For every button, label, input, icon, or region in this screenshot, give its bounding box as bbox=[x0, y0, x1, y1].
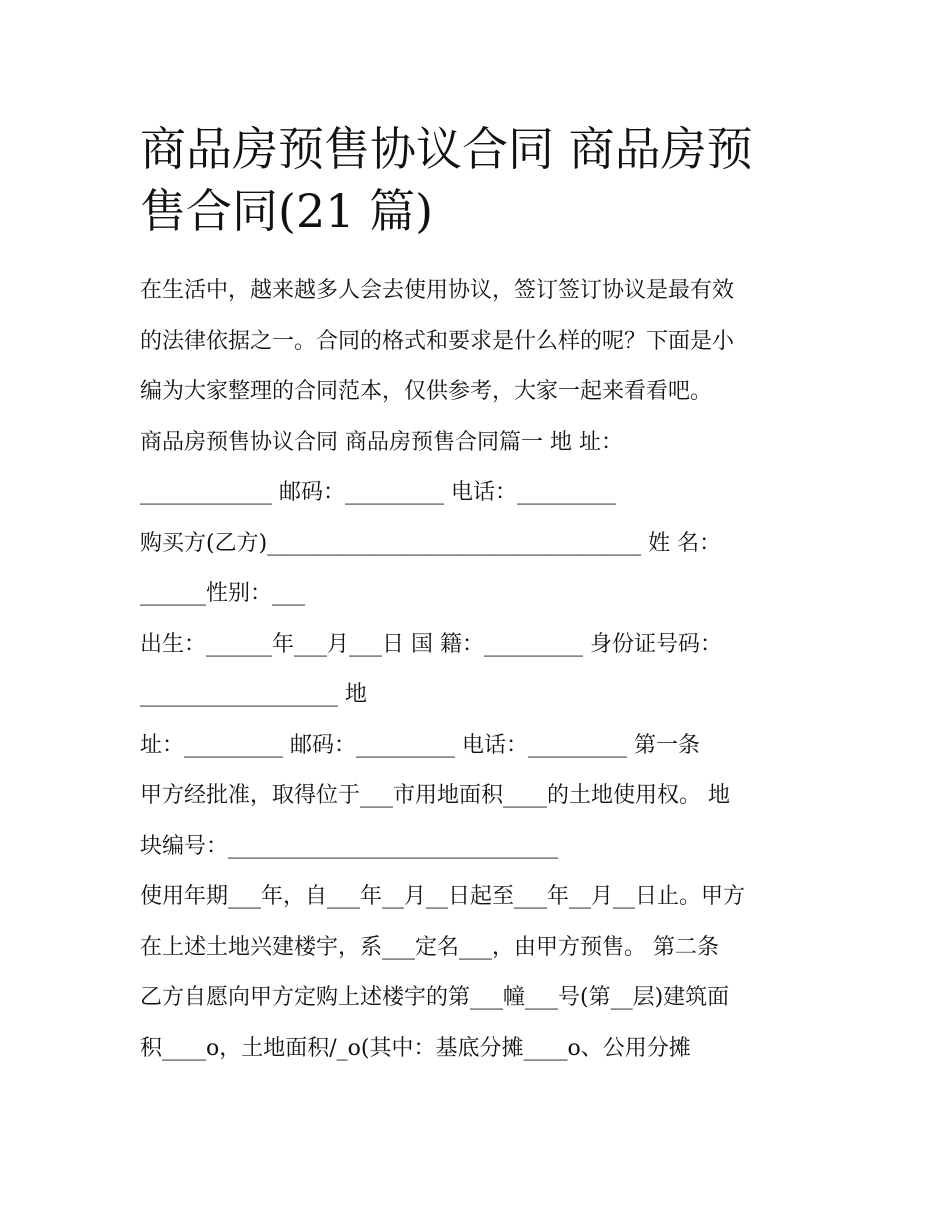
body-line: 积____o，土地面积/_o(其中：基底分摊____o、公用分摊 bbox=[140, 1035, 691, 1061]
body-line: 乙方自愿向甲方定购上述楼宇的第___幢___号(第__层)建筑面 bbox=[140, 985, 730, 1010]
title-line-1: 商品房预售协议合同 商品房预 bbox=[140, 122, 753, 176]
document-page bbox=[140, 118, 820, 1074]
body-line: 块编号：______________________________ bbox=[140, 833, 559, 859]
body-line: ____________ 邮码：_________ 电话：_________ bbox=[140, 480, 616, 505]
body-line: 购买方(乙方)__________________________________ 姓 名： bbox=[140, 530, 722, 556]
body-line: 在上述土地兴建楼宇，系___定名___，由甲方预售。 第二条 bbox=[140, 934, 719, 960]
document-title bbox=[140, 118, 820, 242]
body-line: 商品房预售协议合同 商品房预售合同篇一 地 址： bbox=[140, 429, 623, 455]
body-line: ______性别：___ bbox=[140, 581, 306, 606]
title-line-2: 售合同(21 篇) bbox=[140, 184, 434, 238]
document-body bbox=[140, 266, 820, 1074]
body-line: 的法律依据之一。合同的格式和要求是什么样的呢？下面是小 bbox=[140, 328, 735, 354]
body-line: 在生活中，越来越多人会去使用协议，签订签订协议是最有效 bbox=[140, 278, 735, 303]
body-line: 甲方经批准，取得位于___市用地面积____的土地使用权。 地 bbox=[140, 783, 730, 808]
body-line: 址：_________ 邮码：_________ 电话：_________ 第一条 bbox=[140, 732, 700, 758]
body-line: 使用年期___年，自___年__月__日起至___年__月__日止。甲方 bbox=[140, 884, 746, 909]
body-line: 编为大家整理的合同范本，仅供参考，大家一起来看看吧。 bbox=[140, 379, 713, 404]
body-line: 出生：______年___月___日 国 籍：_________ 身份证号码： bbox=[140, 631, 722, 657]
body-line: __________________ 地 bbox=[140, 682, 367, 707]
